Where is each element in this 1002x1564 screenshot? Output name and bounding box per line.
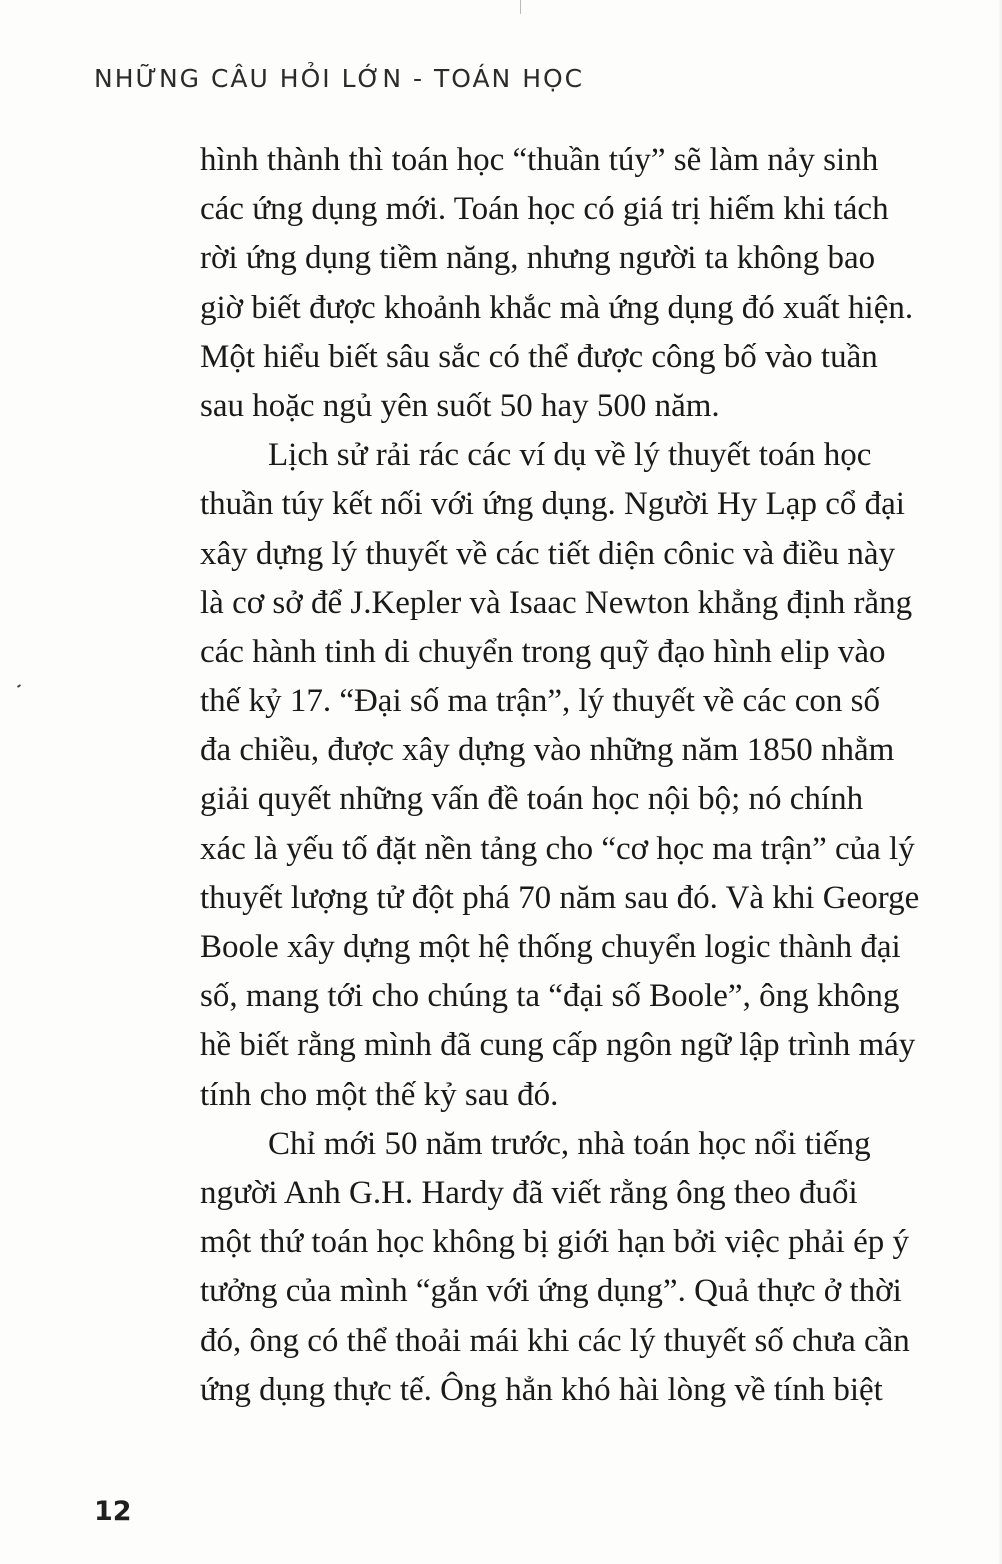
text-line: đó, ông có thể thoải mái khi các lý thuyết số chưa cần [200,1322,910,1359]
text-line: giải quyết những vấn đề toán học nội bộ; nó chính [200,781,864,818]
text-line: sau hoặc ngủ yên suốt 50 hay 500 năm. [200,387,720,424]
scan-speck [17,684,21,688]
page-edge-shadow [998,0,1002,1564]
text-line: các ứng dụng mới. Toán học có giá trị hiếm khi tách [200,191,889,228]
text-line: hề biết rằng mình đã cung cấp ngôn ngữ lập trình máy [200,1027,916,1064]
text-line: Một hiểu biết sâu sắc có thể được công bố vào tuần [200,338,878,375]
text-line: Boole xây dựng một hệ thống chuyển logic thành đại [200,929,901,965]
text-line: thế kỷ 17. “Đại số ma trận”, lý thuyết về các con số [200,683,880,720]
text-line: hình thành thì toán học “thuần túy” sẽ làm nảy sinh [200,142,879,178]
text-line: ứng dụng thực tế. Ông hẳn khó hài lòng về tính biệt [200,1371,883,1408]
page-number: 12 [94,1496,132,1527]
text-line: rời ứng dụng tiềm năng, nhưng người ta không bao [200,240,876,277]
text-line: tính cho một thế kỷ sau đó. [200,1076,559,1113]
running-header: NHỮNG CÂU HỎI LỚN - TOÁN HỌC [94,64,585,93]
text-line: người Anh G.H. Hardy đã viết rằng ông theo đuổi [200,1174,858,1211]
text-line: Lịch sử rải rác các ví dụ về lý thuyết toán học [268,437,872,474]
scan-mark [520,0,521,14]
text-line: đa chiều, được xây dựng vào những năm 1850 nhằm [200,732,895,769]
text-line: Chỉ mới 50 năm trước, nhà toán học nổi tiếng [268,1125,871,1162]
text-line: giờ biết được khoảnh khắc mà ứng dụng đó xuất hiện. [200,289,914,326]
text-line: thuần túy kết nối với ứng dụng. Người Hy Lạp cổ đại [200,486,905,523]
text-line: một thứ toán học không bị giới hạn bởi việc phải ép ý [200,1224,910,1261]
body-text [200,136,960,1415]
text-line: số, mang tới cho chúng ta “đại số Boole”, ông không [200,978,900,1015]
text-line: tưởng của mình “gắn với ứng dụng”. Quả thực ở thời [200,1273,902,1310]
text-line: các hành tinh di chuyển trong quỹ đạo hình elip vào [200,633,886,670]
text-line: xây dựng lý thuyết về các tiết diện cônic và điều này [200,535,896,572]
text-line: xác là yếu tố đặt nền tảng cho “cơ học ma trận” của lý [200,830,915,867]
text-line: thuyết lượng tử đột phá 70 năm sau đó. Và khi George [200,879,920,916]
text-line: là cơ sở để J.Kepler và Isaac Newton khẳng định rằng [200,584,913,621]
